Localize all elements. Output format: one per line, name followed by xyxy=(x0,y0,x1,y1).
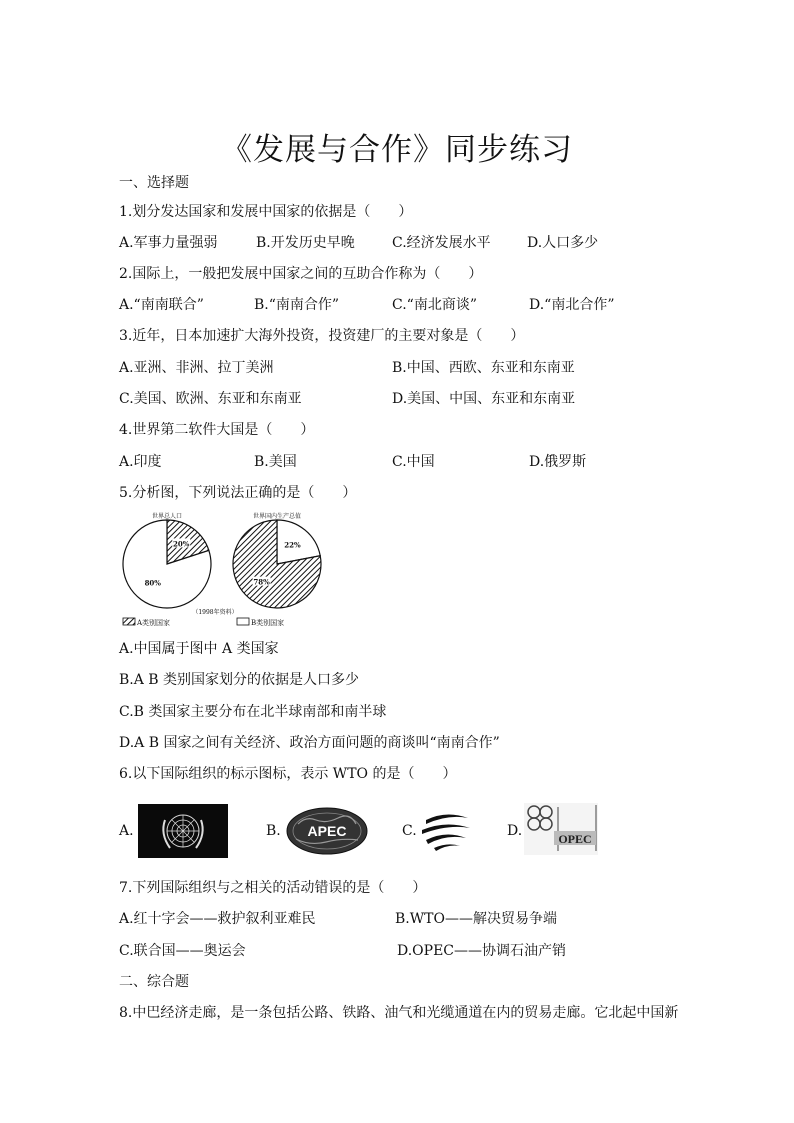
q3-option-d[interactable]: D.美国、中国、东亚和东南亚 xyxy=(392,391,576,407)
q6-option-a-letter[interactable]: A. xyxy=(119,823,134,839)
q6-option-d-letter[interactable]: D. xyxy=(507,823,523,839)
q4-option-c[interactable]: C.中国 xyxy=(392,454,435,470)
q1-option-c[interactable]: C.经济发展水平 xyxy=(392,235,491,251)
section-choice: 一、选择题 xyxy=(119,175,189,191)
q7-option-a[interactable]: A.红十字会——救护叙利亚难民 xyxy=(119,911,316,927)
q7-option-d[interactable]: D.OPEC——协调石油产销 xyxy=(397,943,567,959)
pie-charts xyxy=(119,508,329,632)
q2-option-d[interactable]: D.“南北合作” xyxy=(529,297,615,313)
q7-option-b[interactable]: B.WTO——解决贸易争端 xyxy=(395,911,557,927)
page-title: 《发展与合作》同步练习 xyxy=(221,132,573,168)
q2-option-a[interactable]: A.“南南联合” xyxy=(119,297,204,313)
apec-logo-icon[interactable] xyxy=(286,806,368,856)
q5-option-d[interactable]: D.A B 国家之间有关经济、政治方面问题的商谈叫“南南合作” xyxy=(119,735,500,751)
pie2-title: 世界国内生产总值 xyxy=(252,513,302,520)
q2-option-b[interactable]: B.“南南合作” xyxy=(254,297,340,313)
legend-b-swatch xyxy=(237,618,249,625)
q5-option-a[interactable]: A.中国属于图中 A 类国家 xyxy=(119,641,279,657)
q5-option-b[interactable]: B.A B 类别国家划分的依据是人口多少 xyxy=(119,672,360,688)
q1-option-a[interactable]: A.军事力量强弱 xyxy=(119,235,218,251)
q3-stem: 3.近年，日本加速扩大海外投资，投资建厂的主要对象是（ ） xyxy=(119,328,525,344)
pie2-label-0: 22% xyxy=(284,540,301,550)
q2-option-c[interactable]: C.“南北商谈” xyxy=(392,297,477,313)
opec-logo-icon[interactable] xyxy=(524,803,598,855)
q3-option-a[interactable]: A.亚洲、非洲、拉丁美洲 xyxy=(119,360,274,376)
q6-option-c-letter[interactable]: C. xyxy=(402,823,417,839)
q6-stem: 6.以下国际组织的标示图标，表示 WTO 的是（ ） xyxy=(119,766,457,782)
pie-note: （1998年资料） xyxy=(192,609,238,616)
pie2 xyxy=(233,520,321,608)
wto-logo-icon[interactable] xyxy=(420,806,472,854)
apec-logo-text: APEC xyxy=(307,823,347,839)
legend-a-label: A类别国家 xyxy=(137,619,171,627)
q2-stem: 2.国际上，一般把发展中国家之间的互助合作称为（ ） xyxy=(119,266,483,282)
q4-option-b[interactable]: B.美国 xyxy=(254,454,297,470)
q1-option-d[interactable]: D.人口多少 xyxy=(527,235,599,251)
q7-option-c[interactable]: C.联合国——奥运会 xyxy=(119,943,246,959)
pie-figure xyxy=(119,508,329,632)
q8-stem: 8.中巴经济走廊，是一条包括公路、铁路、油气和光缆通道在内的贸易走廊。它北起中国新 xyxy=(119,1005,679,1021)
un-logo-icon[interactable] xyxy=(138,804,228,858)
q4-stem: 4.世界第二软件大国是（ ） xyxy=(119,422,315,438)
opec-logo-text: OPEC xyxy=(558,832,592,846)
q7-stem: 7.下列国际组织与之相关的活动错误的是（ ） xyxy=(119,880,427,896)
pie1-title: 世界总人口 xyxy=(151,513,183,520)
pie2-label-1: 78% xyxy=(253,577,270,587)
q6-option-b-letter[interactable]: B. xyxy=(266,823,281,839)
q3-option-b[interactable]: B.中国、西欧、东亚和东南亚 xyxy=(392,360,575,376)
q4-option-a[interactable]: A.印度 xyxy=(119,454,162,470)
pie1 xyxy=(123,520,211,608)
q4-option-d[interactable]: D.俄罗斯 xyxy=(529,454,587,470)
q5-option-c[interactable]: C.B 类国家主要分布在北半球南部和南半球 xyxy=(119,704,387,720)
legend-a-swatch xyxy=(123,618,135,625)
pie1-label-1: 80% xyxy=(144,578,161,588)
section-comprehensive: 二、综合题 xyxy=(119,974,189,990)
q1-stem: 1.划分发达国家和发展中国家的依据是（ ） xyxy=(119,204,413,220)
q1-option-b[interactable]: B.开发历史早晚 xyxy=(256,235,355,251)
pie1-label-0: 20% xyxy=(173,539,190,549)
legend-b-label: B类别国家 xyxy=(251,619,285,627)
q3-option-c[interactable]: C.美国、欧洲、东亚和东南亚 xyxy=(119,391,302,407)
q5-stem: 5.分析图，下列说法正确的是（ ） xyxy=(119,485,357,501)
